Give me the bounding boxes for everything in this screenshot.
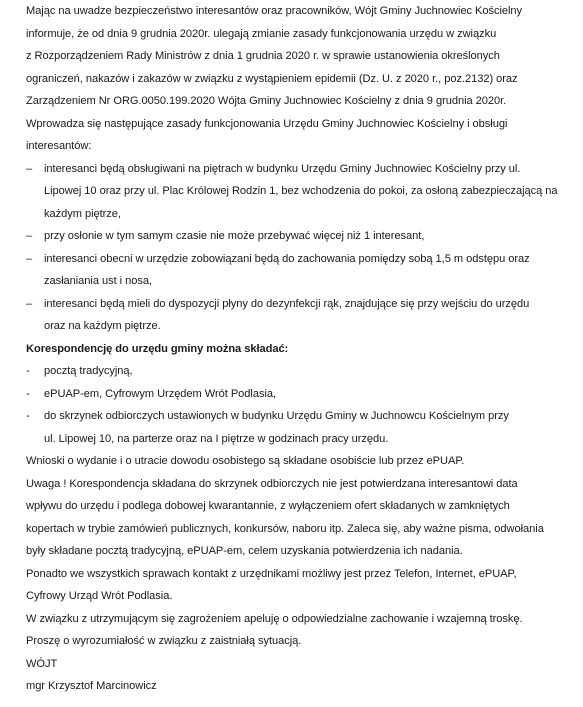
rule-bullet: – <box>26 297 33 310</box>
rule-item-continuation: każdym piętrze, <box>44 207 121 220</box>
channel-bullet: - <box>26 410 30 422</box>
closing-line: były składane pocztą tradycyjną, ePUAP-em, celem uzyskania potwierdzenia ich nadania. <box>26 545 463 557</box>
channel-item: ePUAP-em, Cyfrowym Urzędem Wrót Podlasia, <box>44 387 277 400</box>
closing-line: wpływu do urzędu i podlega dobowej kwarantannie, z wyłączeniem ofert składanych w zamkniętych <box>26 500 510 512</box>
rule-item-continuation: Lipowej 10 oraz przy ul. Plac Królowej Rodzin 1, bez wchodzenia do pokoi, za osłoną zabezpieczającą na <box>44 185 558 197</box>
closing-line: Cyfrowy Urząd Wrót Podlasia. <box>26 590 173 602</box>
rule-bullet: – <box>26 252 33 265</box>
closing-line: Ponadto we wszystkich sprawach kontakt z urzędnikami możliwy jest przez Telefon, Internet, ePUAP, <box>26 567 517 580</box>
signature-name: mgr Krzysztof Marcinowicz <box>26 680 157 692</box>
channel-bullet: - <box>26 387 30 400</box>
correspondence-heading: Korespondencję do urzędu gminy można składać: <box>26 342 289 355</box>
intro-line: ograniczeń, nakazów i zakazów w związku z wystąpieniem epidemii (Dz. U. z 2020 r., poz.2132) oraz <box>26 72 518 85</box>
channel-item: do skrzynek odbiorczych ustawionych w budynku Urzędu Gminy w Juchnowcu Kościelnym przy <box>44 410 509 422</box>
closing-line: Proszę o wyrozumiałość w związku z zaistniałą sytuacją. <box>26 635 302 647</box>
channel-item-continuation: ul. Lipowej 10, na parterze oraz na I piętrze w godzinach pracy urzędu. <box>44 432 389 445</box>
intro-line: z Rozporządzeniem Rady Ministrów z dnia 1 grudnia 2020 r. w sprawie ustanowienia określonych <box>26 50 500 62</box>
rule-bullet: – <box>26 230 33 242</box>
signature-title: WÓJT <box>26 657 58 670</box>
channel-item: pocztą tradycyjną, <box>44 365 133 377</box>
channel-bullet: - <box>26 365 30 377</box>
closing-line: Wnioski o wydanie i o utracie dowodu osobistego są składane osobiście lub przez ePUAP. <box>26 455 465 467</box>
intro-line: Mając na uwadze bezpieczeństwo interesantów oraz pracowników, Wójt Gminy Juchnowiec Kościelny <box>26 5 523 17</box>
rule-item-continuation: zasłaniania ust i nosa, <box>44 275 153 287</box>
rule-item-continuation: oraz na każdym piętrze. <box>44 320 161 332</box>
intro-line: interesantów: <box>26 140 92 152</box>
intro-line: informuje, że od dnia 9 grudnia 2020r. ulegają zmianie zasady funkcjonowania urzędu w związku <box>26 27 497 40</box>
rule-item: interesanci będą obsługiwani na piętrach w budynku Urzędu Gminy Juchnowiec Kościelny przy ul. <box>44 162 521 175</box>
intro-line: Zarządzeniem Nr ORG.0050.199.2020 Wójta Gminy Juchnowiec Kościelny z dnia 9 grudnia 2020r. <box>26 95 507 107</box>
rule-item: interesanci obecni w urzędzie zobowiązani będą do zachowania pomiędzy sobą 1,5 m odstępu oraz <box>44 252 530 265</box>
closing-line: Uwaga ! Korespondencja składana do skrzynek odbiorczych nie jest potwierdzana interesantowi data <box>26 477 518 490</box>
closing-line: W związku z utrzymującym się zagrożeniem apeluję o odpowiedzialne zachowanie i wzajemną troskę. <box>26 612 523 625</box>
rule-item: interesanci będą mieli do dyspozycji płyny do dezynfekcji rąk, znajdujące się przy wejściu do urzędu <box>44 297 530 310</box>
closing-line: kopertach w trybie zamówień publicznych, konkursów, naboru itp. Zaleca się, aby ważne pisma, odwołania <box>26 522 544 535</box>
intro-line: Wprowadza się następujące zasady funkcjonowania Urzędu Gminy Juchnowiec Kościelny i obsługi <box>26 117 508 130</box>
rule-bullet: – <box>26 162 33 175</box>
rule-item: przy osłonie w tym samym czasie nie może przebywać więcej niż 1 interesant, <box>44 230 425 242</box>
